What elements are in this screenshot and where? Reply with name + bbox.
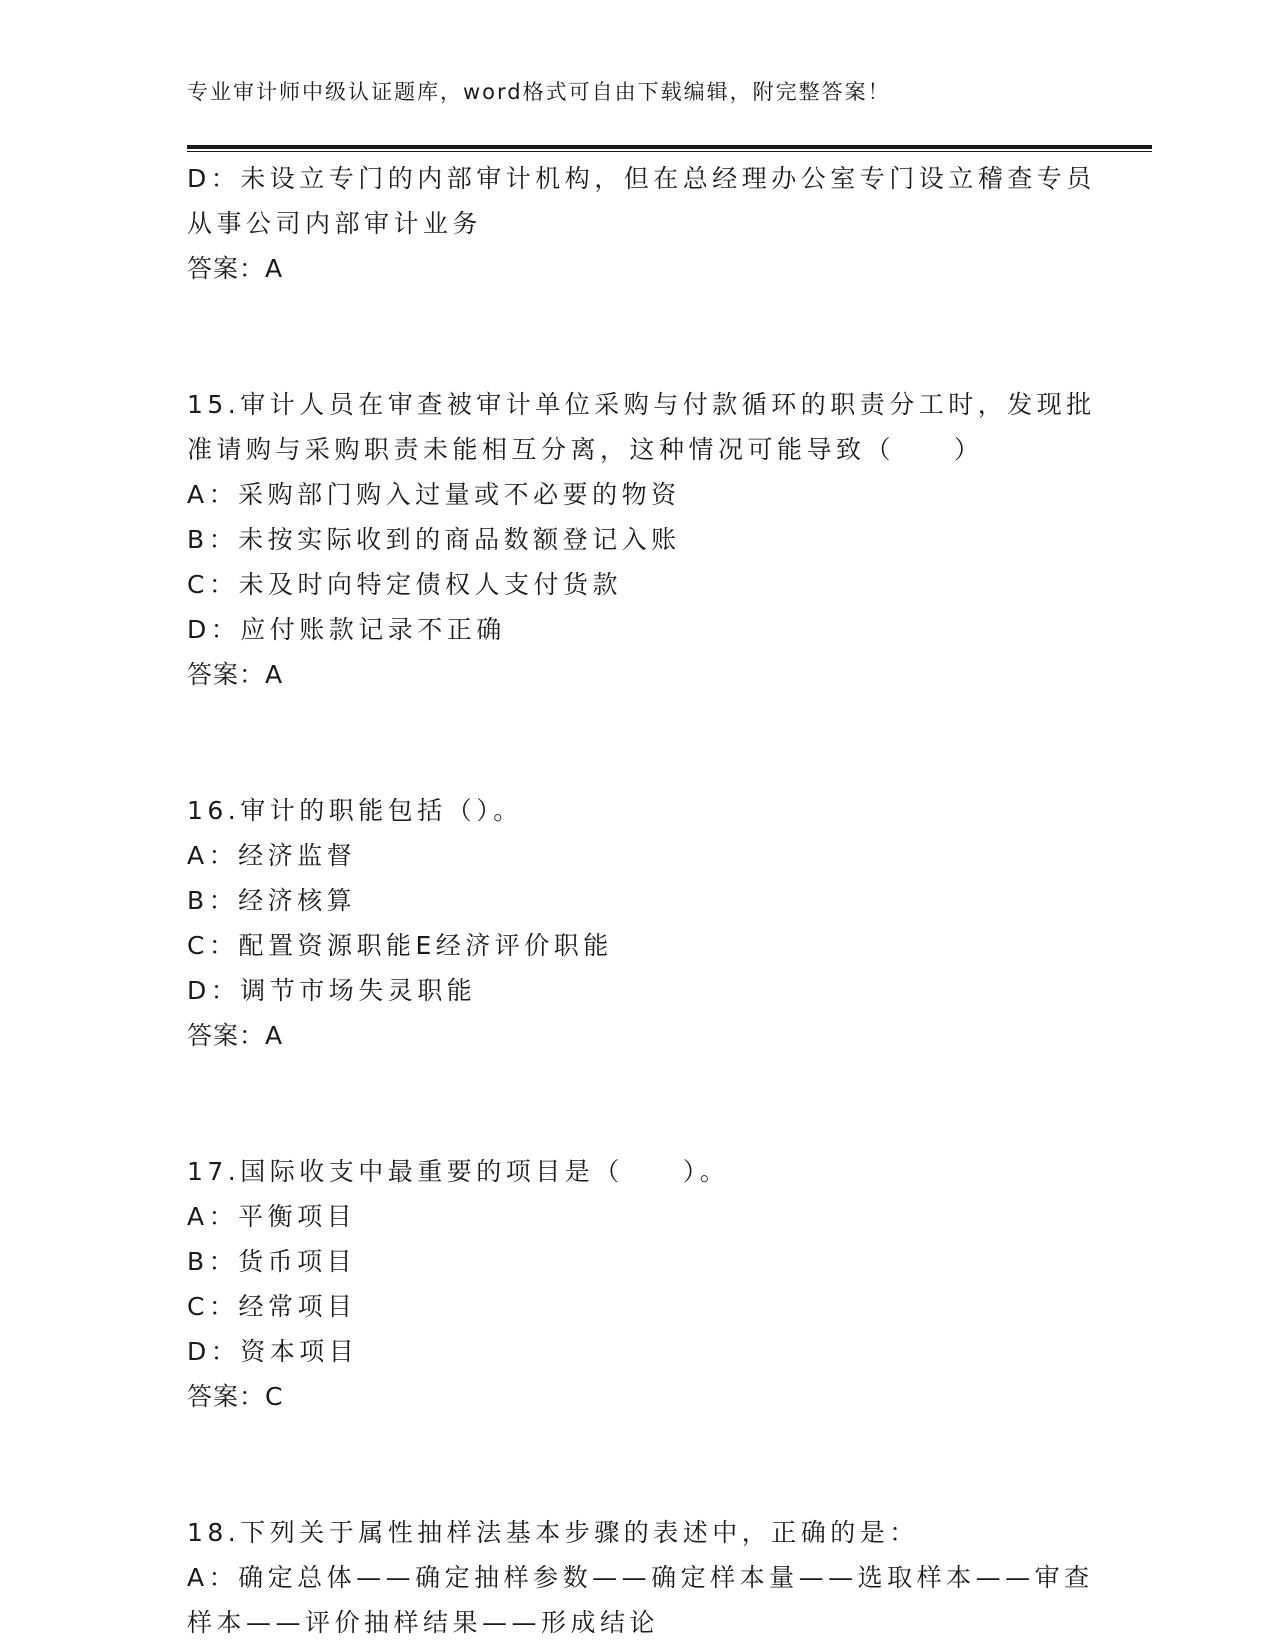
document-body	[187, 156, 1096, 1645]
option-c: C：未及时向特定债权人支付货款	[187, 570, 622, 599]
spacer	[187, 697, 1087, 788]
question-17	[187, 1149, 1087, 1419]
option-c: C：配置资源职能E经济评价职能	[187, 931, 613, 960]
option-a: A：采购部门购入过量或不必要的物资	[187, 480, 681, 509]
question-stem: 17.国际收支中最重要的项目是（ ）。	[187, 1157, 730, 1186]
answer: 答案：C	[187, 1382, 284, 1411]
question-14-tail	[187, 156, 1096, 291]
spacer	[187, 291, 1087, 382]
option-a: A：经济监督	[187, 841, 357, 870]
option-d: D：调节市场失灵职能	[187, 976, 477, 1005]
answer: 答案：A	[187, 660, 284, 689]
answer: 答案：A	[187, 254, 284, 283]
header-rule-thin	[187, 151, 1152, 152]
question-stem-continued: 准请购与采购职责未能相互分离，这种情况可能导致（ ）	[187, 435, 984, 464]
option-b: B：货币项目	[187, 1247, 357, 1276]
answer: 答案：A	[187, 1021, 284, 1050]
spacer	[187, 1419, 1087, 1510]
option-a: A：平衡项目	[187, 1202, 357, 1231]
question-18	[187, 1510, 1094, 1645]
option-d-continued: 从事公司内部审计业务	[187, 209, 483, 238]
question-stem: 15.审计人员在审查被审计单位采购与付款循环的职责分工时，发现批	[187, 390, 1096, 419]
question-stem: 16.审计的职能包括（）。	[187, 796, 523, 825]
header-rule-thick	[187, 145, 1152, 149]
option-b: B：未按实际收到的商品数额登记入账	[187, 525, 681, 554]
question-15	[187, 382, 1096, 697]
question-stem: 18.下列关于属性抽样法基本步骤的表述中，正确的是：	[187, 1518, 919, 1547]
option-a: A：确定总体——确定抽样参数——确定样本量——选取样本——审查	[187, 1563, 1094, 1592]
page-header: 专业审计师中级认证题库，word格式可自由下载编辑，附完整答案！	[187, 80, 891, 104]
question-16	[187, 788, 1087, 1058]
option-b: B：经济核算	[187, 886, 357, 915]
option-d: D：未设立专门的内部审计机构，但在总经理办公室专门设立稽查专员	[187, 164, 1096, 193]
option-d: D：应付账款记录不正确	[187, 615, 506, 644]
option-d: D：资本项目	[187, 1337, 359, 1366]
option-a-continued: 样本——评价抽样结果——形成结论	[187, 1608, 660, 1637]
option-c: C：经常项目	[187, 1292, 357, 1321]
spacer	[187, 1058, 1087, 1149]
